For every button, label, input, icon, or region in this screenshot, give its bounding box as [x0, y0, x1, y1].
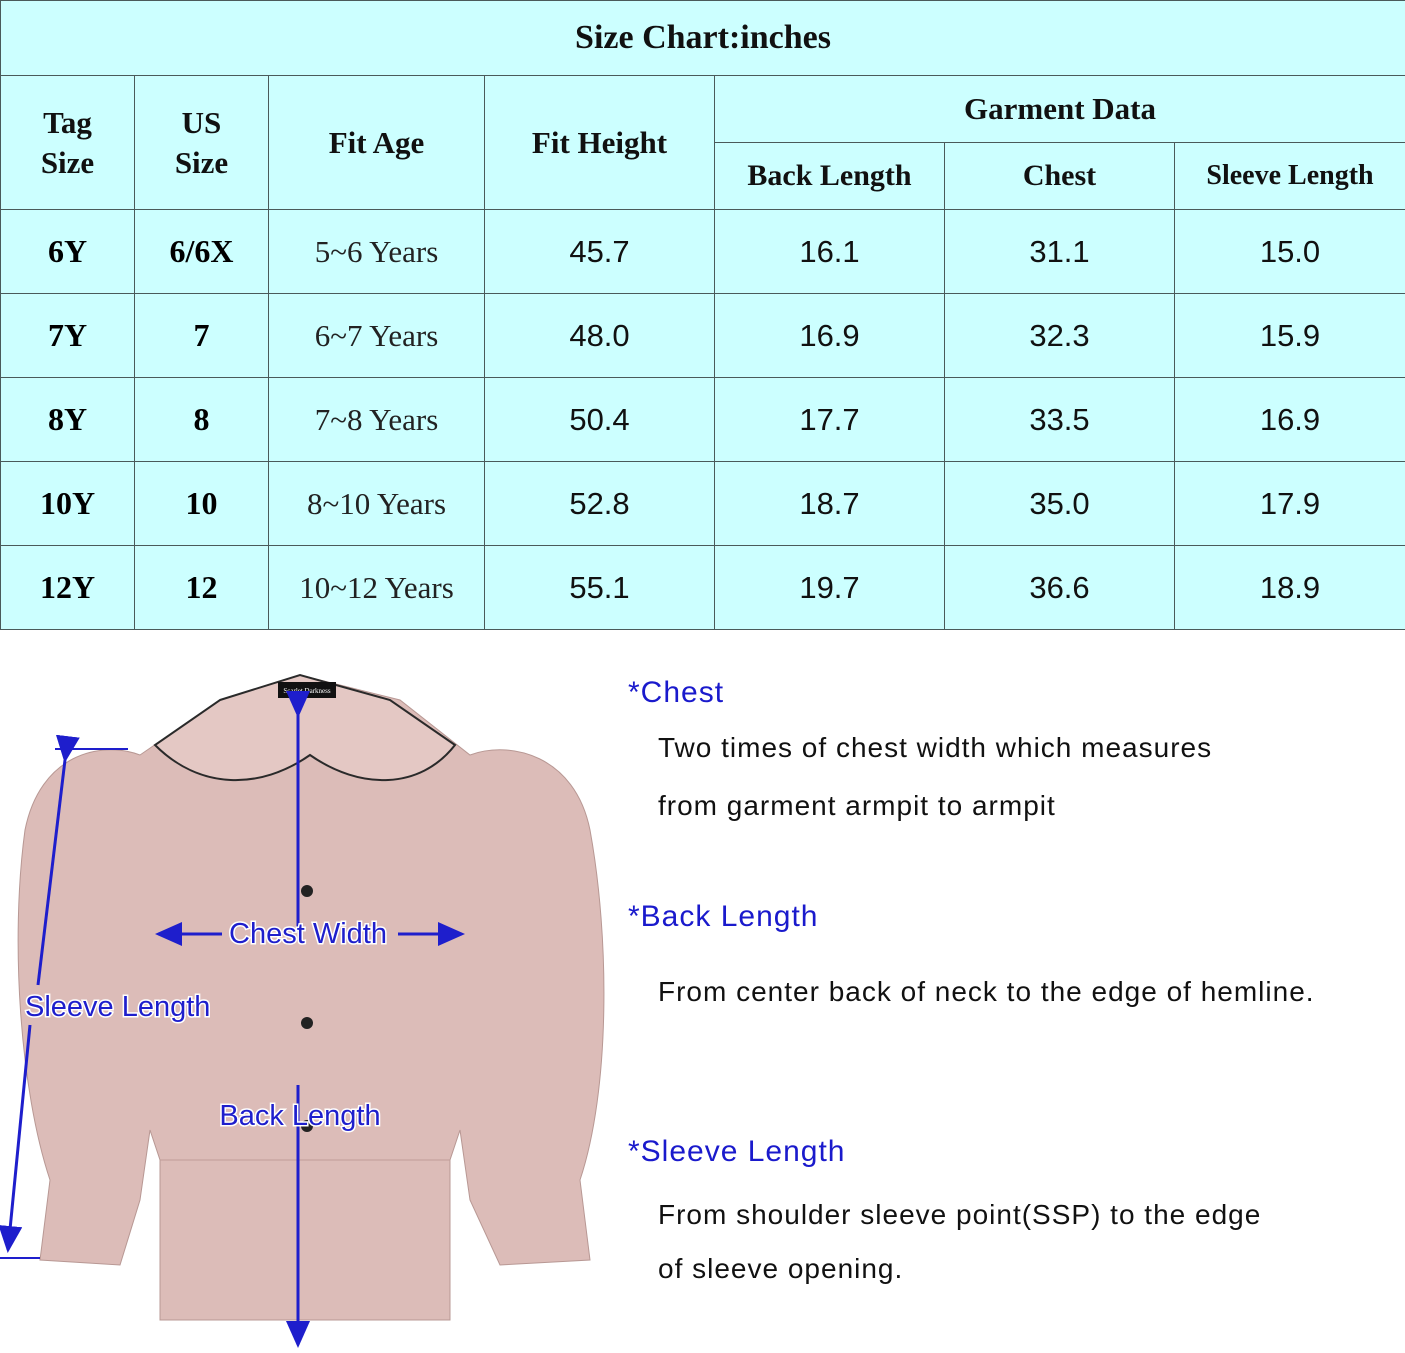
- cell-age: 6~7 Years: [269, 294, 485, 378]
- cell-height: 52.8: [485, 462, 715, 546]
- cell-back: 18.7: [715, 462, 945, 546]
- cell-us: 7: [135, 294, 269, 378]
- chest-width-label: Chest Width: [229, 918, 387, 950]
- sleeve-length-heading: *Sleeve Length: [628, 1135, 846, 1168]
- cell-us: 12: [135, 546, 269, 630]
- cell-height: 55.1: [485, 546, 715, 630]
- back-length-label: Back Length: [219, 1100, 381, 1132]
- cell-age: 5~6 Years: [269, 210, 485, 294]
- cell-chest: 33.5: [945, 378, 1175, 462]
- cell-height: 48.0: [485, 294, 715, 378]
- cell-chest: 36.6: [945, 546, 1175, 630]
- back-length-text-line: From center back of neck to the edge of hemline.: [658, 976, 1315, 1007]
- cell-tag: 8Y: [1, 378, 135, 462]
- table-row: [1, 546, 1405, 630]
- cell-us: 10: [135, 462, 269, 546]
- header-back-length: Back Length: [715, 143, 945, 210]
- cell-tag: 12Y: [1, 546, 135, 630]
- cell-back: 16.1: [715, 210, 945, 294]
- cell-back: 19.7: [715, 546, 945, 630]
- cell-sleeve: 15.0: [1175, 210, 1405, 294]
- cell-tag: 6Y: [1, 210, 135, 294]
- header-tag-size: Tag Size: [1, 76, 135, 210]
- cell-us: 8: [135, 378, 269, 462]
- chest-description: [628, 676, 1212, 822]
- sleeve-length-label: Sleeve Length: [25, 991, 211, 1023]
- sleeve-length-text-line: From shoulder sleeve point(SSP) to the edge: [658, 1199, 1262, 1230]
- cell-chest: 31.1: [945, 210, 1175, 294]
- cell-chest: 32.3: [945, 294, 1175, 378]
- cell-back: 17.7: [715, 378, 945, 462]
- table-row: [1, 294, 1405, 378]
- chart-title: Size Chart:inches: [1, 1, 1405, 76]
- header-fit-height: Fit Height: [485, 76, 715, 210]
- button: [301, 885, 313, 897]
- cell-us: 6/6X: [135, 210, 269, 294]
- size-chart-table: [0, 0, 1405, 630]
- cell-chest: 35.0: [945, 462, 1175, 546]
- chest-heading: *Chest: [628, 676, 725, 709]
- blouse-illustration: [0, 660, 620, 1353]
- back-length-heading: *Back Length: [628, 900, 819, 933]
- cell-sleeve: 16.9: [1175, 378, 1405, 462]
- back-length-description: [628, 900, 1315, 1008]
- sleeve-length-text-line: of sleeve opening.: [658, 1253, 904, 1284]
- table-row: [1, 378, 1405, 462]
- button: [301, 1017, 313, 1029]
- table-row: [1, 210, 1405, 294]
- cell-tag: 10Y: [1, 462, 135, 546]
- cell-height: 45.7: [485, 210, 715, 294]
- cell-age: 8~10 Years: [269, 462, 485, 546]
- cell-height: 50.4: [485, 378, 715, 462]
- header-fit-age: Fit Age: [269, 76, 485, 210]
- cell-sleeve: 17.9: [1175, 462, 1405, 546]
- header-garment-data: Garment Data: [715, 76, 1405, 143]
- sleeve-length-description: [628, 1135, 1261, 1285]
- cell-age: 7~8 Years: [269, 378, 485, 462]
- cell-age: 10~12 Years: [269, 546, 485, 630]
- cell-tag: 7Y: [1, 294, 135, 378]
- brand-label-text: Scarlet Darkness: [283, 687, 331, 695]
- cell-sleeve: 18.9: [1175, 546, 1405, 630]
- chest-text-line: from garment armpit to armpit: [658, 790, 1056, 821]
- header-us-size: US Size: [135, 76, 269, 210]
- cell-back: 16.9: [715, 294, 945, 378]
- header-sleeve-length: Sleeve Length: [1175, 143, 1405, 210]
- header-chest: Chest: [945, 143, 1175, 210]
- cell-sleeve: 15.9: [1175, 294, 1405, 378]
- chest-text-line: Two times of chest width which measures: [658, 732, 1213, 763]
- table-row: [1, 462, 1405, 546]
